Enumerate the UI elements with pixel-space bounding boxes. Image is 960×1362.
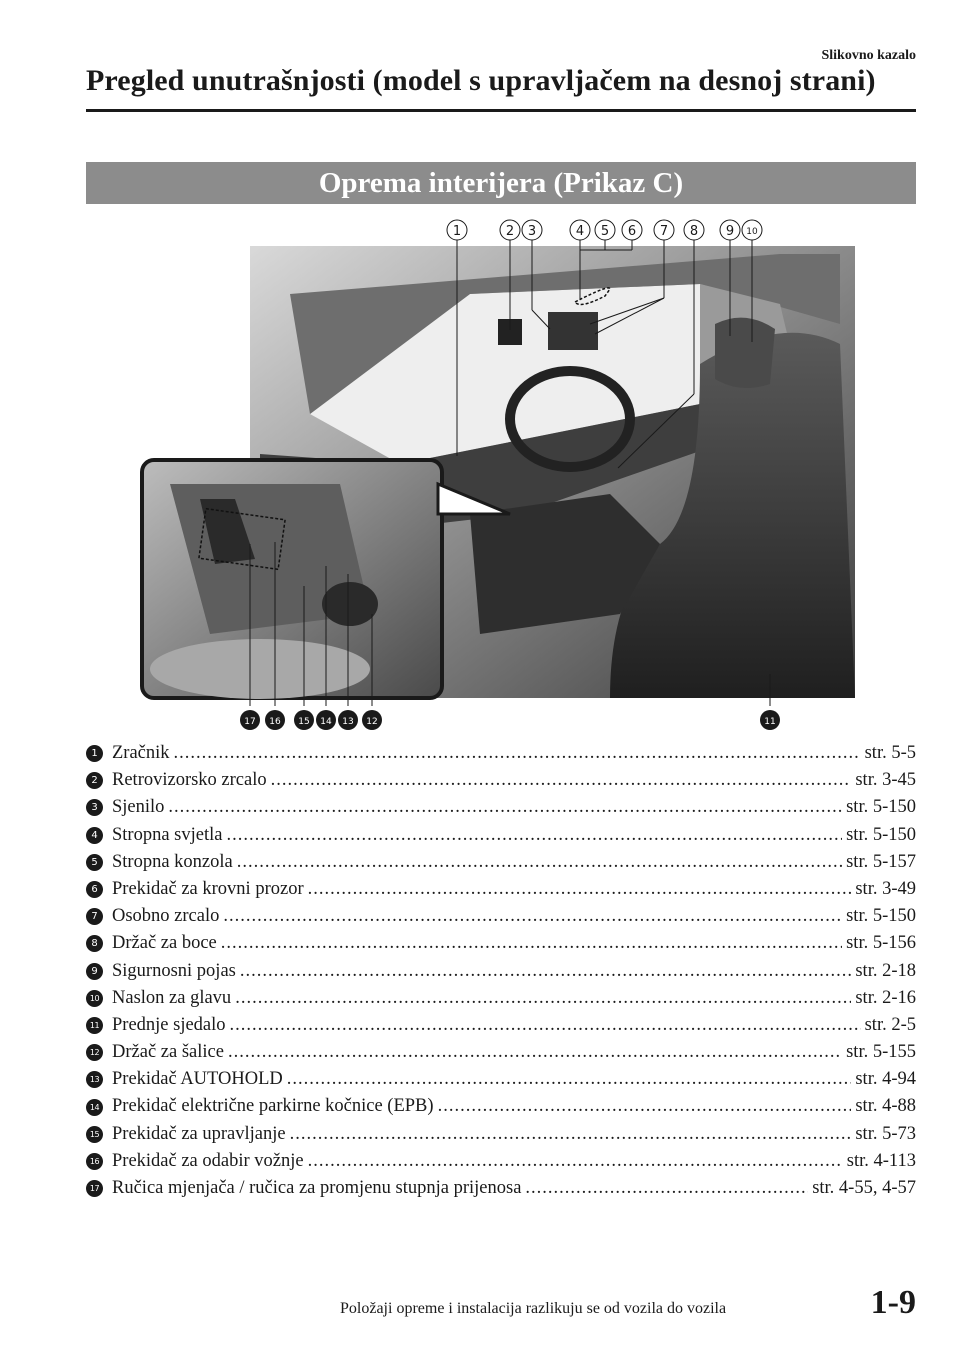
dot-leader <box>525 1175 808 1202</box>
item-label: Držač za šalice <box>112 1042 224 1063</box>
item-number-badge: 4 <box>86 827 103 844</box>
headrest <box>715 318 775 388</box>
item-label: Zračnik <box>112 743 170 763</box>
dot-leader <box>290 1121 852 1148</box>
interior-illustration <box>140 214 916 734</box>
item-label: Ručica mjenjača / ručica za promjenu stupnja prijenosa <box>112 1178 522 1198</box>
item-page-ref: str. 3-49 <box>855 878 916 899</box>
item-page-ref: str. 4-55, 4-57 <box>812 1178 916 1198</box>
list-item <box>86 930 916 957</box>
svg-text:4: 4 <box>575 224 585 239</box>
list-item <box>86 1039 916 1066</box>
item-label: Stropna svjetla <box>112 824 223 845</box>
item-label: Osobno zrcalo <box>112 906 220 927</box>
list-item <box>86 1121 916 1148</box>
list-item <box>86 1066 916 1093</box>
list-item <box>86 794 916 821</box>
callout-3 <box>522 220 542 240</box>
svg-text:17: 17 <box>244 717 256 727</box>
interior-photo-svg <box>140 214 916 734</box>
dot-leader <box>271 767 852 794</box>
header-divider <box>86 109 916 112</box>
svg-text:12: 12 <box>366 717 378 727</box>
list-item <box>86 958 916 985</box>
list-item <box>86 1175 916 1202</box>
callout-9 <box>720 220 740 240</box>
item-number-badge: 3 <box>86 799 103 816</box>
callout-14 <box>316 710 336 730</box>
dot-leader <box>240 958 852 985</box>
item-number-badge: 17 <box>86 1180 103 1197</box>
dot-leader <box>168 794 842 821</box>
dot-leader <box>237 849 842 876</box>
list-item <box>86 876 916 903</box>
dot-leader <box>221 930 842 957</box>
list-item <box>86 1093 916 1120</box>
item-page-ref: str. 5-150 <box>846 824 916 845</box>
svg-text:1: 1 <box>452 224 462 239</box>
svg-text:15: 15 <box>298 717 310 727</box>
list-item <box>86 740 916 767</box>
callout-5 <box>595 220 615 240</box>
item-number-badge: 9 <box>86 963 103 980</box>
item-label: Držač za boce <box>112 933 217 954</box>
svg-text:16: 16 <box>269 717 281 727</box>
dot-leader <box>228 1039 842 1066</box>
item-page-ref: str. 5-150 <box>846 906 916 927</box>
list-item <box>86 1148 916 1175</box>
item-label: Retrovizorsko zrcalo <box>112 770 267 791</box>
item-number-badge: 5 <box>86 854 103 871</box>
callout-13 <box>338 710 358 730</box>
dot-leader <box>223 903 842 930</box>
inset-cup-holder <box>322 582 378 626</box>
item-page-ref: str. 4-88 <box>855 1096 916 1117</box>
page-number: 1-9 <box>870 1284 916 1321</box>
item-number-badge: 12 <box>86 1044 103 1061</box>
dot-leader <box>308 1148 843 1175</box>
item-page-ref: str. 5-157 <box>846 851 916 872</box>
item-page-ref: str. 2-16 <box>855 987 916 1008</box>
svg-text:2: 2 <box>505 224 515 239</box>
callout-6 <box>622 220 642 240</box>
item-number-badge: 6 <box>86 881 103 898</box>
item-label: Prekidač za krovni prozor <box>112 878 304 899</box>
dot-leader <box>235 985 851 1012</box>
item-page-ref: str. 5-150 <box>846 797 916 818</box>
item-page-ref: str. 2-5 <box>864 1014 916 1035</box>
item-number-badge: 7 <box>86 908 103 925</box>
callout-16 <box>265 710 285 730</box>
item-label: Sigurnosni pojas <box>112 960 236 981</box>
item-label: Prekidač električne parkirne kočnice (EPB) <box>112 1096 434 1117</box>
callout-11 <box>760 710 780 730</box>
list-item <box>86 849 916 876</box>
section-banner: Oprema interijera (Prikaz C) <box>86 162 916 204</box>
callout-4 <box>570 220 590 240</box>
item-page-ref: str. 5-73 <box>855 1123 916 1144</box>
svg-text:7: 7 <box>659 224 669 239</box>
dot-leader <box>230 1012 861 1039</box>
dot-leader <box>174 740 861 767</box>
item-number-badge: 13 <box>86 1071 103 1088</box>
list-item <box>86 822 916 849</box>
list-item <box>86 767 916 794</box>
item-label: Prekidač AUTOHOLD <box>112 1069 283 1090</box>
item-label: Prednje sjedalo <box>112 1014 226 1035</box>
item-number-badge: 1 <box>86 745 103 762</box>
callout-7 <box>654 220 674 240</box>
item-page-ref: str. 3-45 <box>855 770 916 791</box>
list-item <box>86 985 916 1012</box>
list-item <box>86 903 916 930</box>
item-label: Prekidač za odabir vožnje <box>112 1150 304 1171</box>
svg-text:10: 10 <box>746 227 758 237</box>
item-number-badge: 10 <box>86 990 103 1007</box>
callout-1 <box>447 220 467 240</box>
section-label: Slikovno kazalo <box>821 48 916 63</box>
dot-leader <box>226 822 842 849</box>
item-number-badge: 14 <box>86 1099 103 1116</box>
item-page-ref: str. 5-5 <box>864 743 916 763</box>
callout-2 <box>500 220 520 240</box>
page-title: Pregled unutrašnjosti (model s upravljačem na desnoj strani) <box>86 64 876 97</box>
item-label: Stropna konzola <box>112 851 233 872</box>
item-page-ref: str. 4-94 <box>855 1069 916 1090</box>
dot-leader <box>287 1066 852 1093</box>
callout-17 <box>240 710 260 730</box>
svg-text:6: 6 <box>627 224 637 239</box>
footer-note: Položaji opreme i instalacija razlikuju se od vozila do vozila <box>340 1300 727 1317</box>
callout-8 <box>684 220 704 240</box>
component-list <box>86 740 916 1202</box>
item-label: Sjenilo <box>112 797 165 818</box>
item-number-badge: 16 <box>86 1153 103 1170</box>
svg-text:11: 11 <box>764 717 776 727</box>
svg-text:14: 14 <box>320 717 332 727</box>
inset-seat <box>150 639 370 699</box>
item-number-badge: 2 <box>86 772 103 789</box>
item-page-ref: str. 4-113 <box>846 1150 916 1171</box>
svg-text:9: 9 <box>725 224 735 239</box>
dot-leader <box>438 1093 852 1120</box>
item-page-ref: str. 5-156 <box>846 933 916 954</box>
callout-12 <box>362 710 382 730</box>
item-number-badge: 8 <box>86 935 103 952</box>
overhead-console-shape <box>548 312 598 350</box>
item-label: Naslon za glavu <box>112 987 232 1008</box>
item-page-ref: str. 5-155 <box>846 1042 916 1063</box>
callout-10 <box>742 220 762 240</box>
list-item <box>86 1012 916 1039</box>
item-number-badge: 15 <box>86 1126 103 1143</box>
svg-text:5: 5 <box>600 224 610 239</box>
svg-text:13: 13 <box>342 717 354 727</box>
svg-text:8: 8 <box>689 224 699 239</box>
svg-text:3: 3 <box>527 224 537 239</box>
item-page-ref: str. 2-18 <box>855 960 916 981</box>
dot-leader <box>308 876 852 903</box>
callout-15 <box>294 710 314 730</box>
item-label: Prekidač za upravljanje <box>112 1123 286 1144</box>
item-number-badge: 11 <box>86 1017 103 1034</box>
